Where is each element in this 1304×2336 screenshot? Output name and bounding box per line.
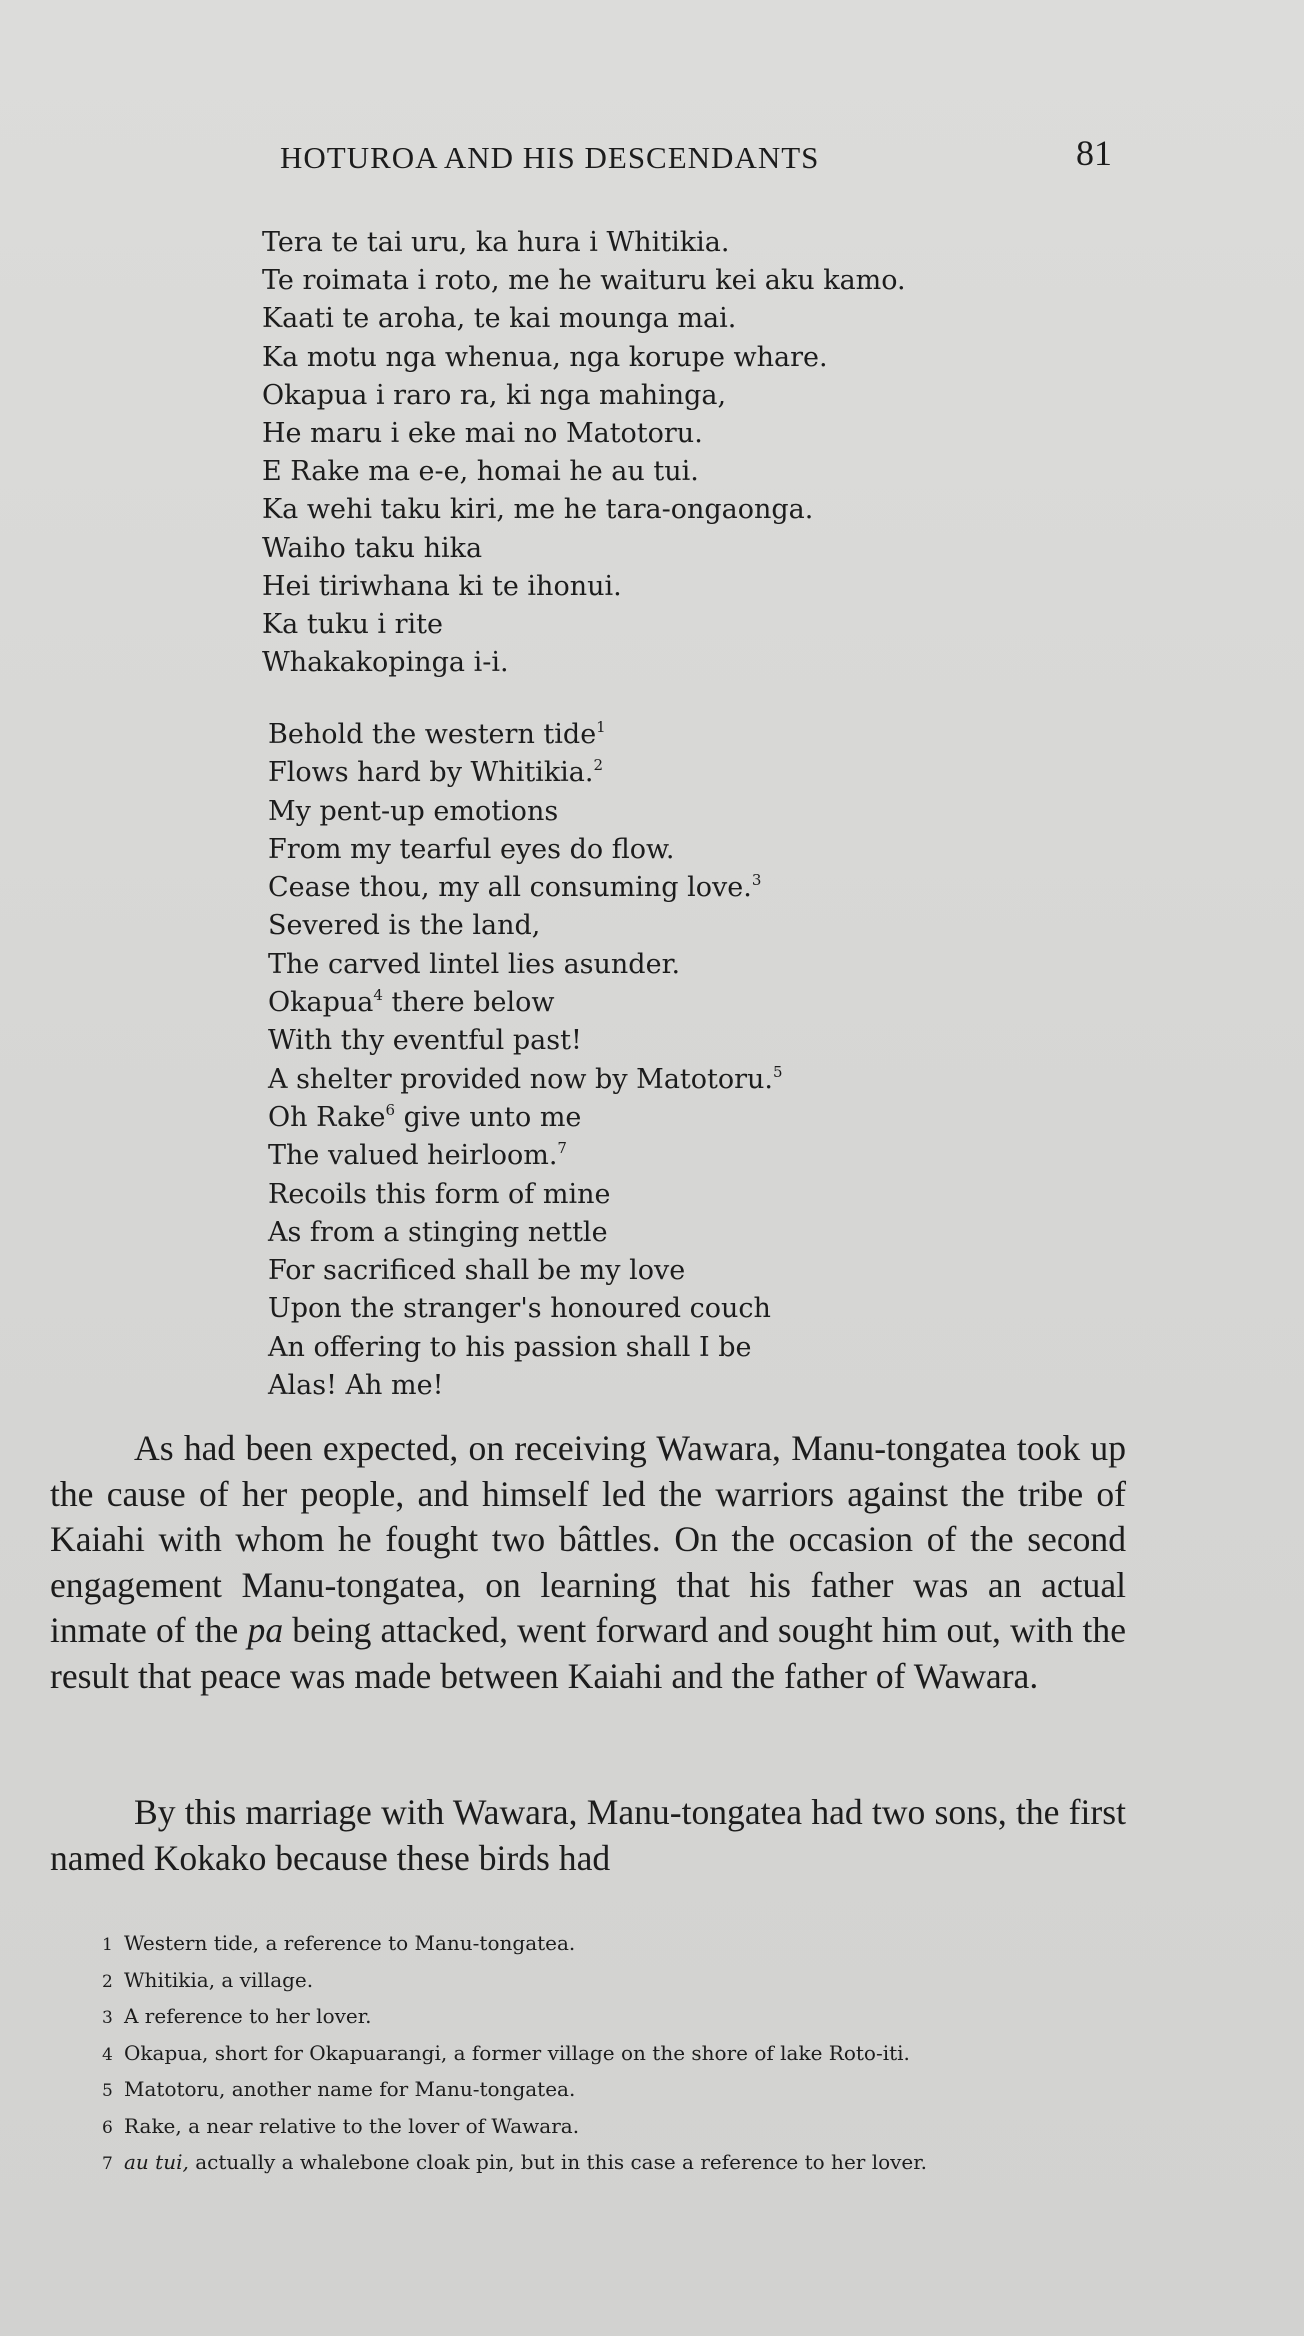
- english-verse: [268, 716, 783, 1405]
- footnote: 6 Rake, a near relative to the lover of Wawara.: [102, 2113, 580, 2138]
- verse-line: Ka wehi taku kiri, me he tara-ongaonga.: [262, 494, 814, 526]
- verse-line: From my tearful eyes do flow.: [268, 833, 675, 865]
- verse-line: Cease thou, my all consuming love.$^3$: [268, 871, 762, 904]
- verse-line: A shelter provided now by Matotoru.$^5$: [268, 1062, 783, 1095]
- footnote-ref: 1: [596, 718, 606, 736]
- verse-line: Behold the western tide$^1$: [268, 718, 606, 750]
- footnote: 5 Matotoru, another name for Manu-tongatea.: [102, 2077, 576, 2101]
- footnote-ref: 5: [773, 1062, 783, 1081]
- verse-line: As from a stinging nettle: [268, 1216, 608, 1248]
- verse-line: My pent-up emotions: [268, 795, 559, 827]
- verse-line: Ka tuku i rite: [262, 609, 444, 641]
- verse-line: Hei tiriwhana ki te ihonui.: [262, 570, 622, 602]
- verse-line: Kaati te aroha, te kai mounga mai.: [262, 303, 737, 335]
- footnote-ref: 7: [557, 1139, 567, 1158]
- verse-line: Te roimata i roto, me he waituru kei aku kamo.: [262, 265, 906, 297]
- verse-line: Alas! Ah me!: [268, 1370, 444, 1402]
- verse-line: Waiho taku hika: [262, 532, 483, 564]
- footnote-ref: 3: [751, 871, 762, 890]
- footnote: 3 A reference to her lover.: [102, 2004, 372, 2028]
- verse-line: An offering to his passion shall I be: [268, 1331, 752, 1363]
- verse-line: He maru i eke mai no Matotoru.: [262, 418, 703, 450]
- maori-verse: [262, 224, 906, 682]
- verse-line: The valued heirloom.$^7$: [268, 1139, 567, 1172]
- running-title: HOTUROA AND HIS DESCENDANTS: [280, 140, 820, 175]
- footnote-ref: 6: [385, 1100, 396, 1119]
- body-paragraph: As had been expected, on receiving Wawara, Manu-tongatea took up the cause of her people, and himself led the warriors against the tribe of Kaiahi with whom he fought two bâttles. On the occasion of the second engagement Manu-tongatea, on learning that his father was an actual inmate of the pa being attacked, went forward and sought him out, with the result that peace was made between Kaiahi and the father of Wawara.: [50, 1428, 1127, 1696]
- verse-line: Recoils this form of mine: [268, 1178, 611, 1210]
- footnote-ref: 4: [373, 986, 383, 1005]
- footnote: 1 Western tide, a reference to Manu-tongatea.: [102, 1931, 576, 1955]
- verse-line: Whakakopinga i-i.: [262, 647, 509, 679]
- verse-line: Flows hard by Whitikia.$^2$: [268, 756, 604, 789]
- verse-line: Tera te tai uru, ka hura i Whitikia.: [262, 227, 730, 258]
- footnote: 2 Whitikia, a village.: [102, 1967, 314, 1992]
- verse-line: Ka motu nga whenua, nga korupe whare.: [262, 341, 828, 373]
- verse-line: With thy eventful past!: [268, 1025, 582, 1057]
- italic-term: pa: [247, 1610, 284, 1651]
- body-paragraph: By this marriage with Wawara, Manu-tongatea had two sons, the first named Kokako because these birds had: [50, 1792, 1126, 1878]
- verse-line: Severed is the land,: [268, 910, 541, 942]
- footnote-ref: 2: [593, 756, 604, 775]
- verse-line: Okapua i raro ra, ki nga mahinga,: [262, 379, 727, 411]
- footnotes: [102, 1926, 927, 2182]
- verse-line: Oh Rake$^6$ give unto me: [268, 1100, 582, 1133]
- verse-line: Upon the stranger's honoured couch: [268, 1293, 771, 1325]
- verse-line: For sacrificed shall be my love: [268, 1255, 686, 1287]
- footnote: 7 au tui, actually a whalebone cloak pin, but in this case a reference to her lover.: [102, 2150, 927, 2174]
- page-number: 81: [1076, 133, 1112, 173]
- footnote: 4 Okapua, short for Okapuarangi, a former village on the shore of lake Roto-iti.: [102, 2040, 910, 2065]
- verse-line: Okapua$^4$ there below: [268, 986, 555, 1019]
- verse-line: The carved lintel lies asunder.: [268, 948, 681, 980]
- verse-line: E Rake ma e-e, homai he au tui.: [262, 456, 699, 488]
